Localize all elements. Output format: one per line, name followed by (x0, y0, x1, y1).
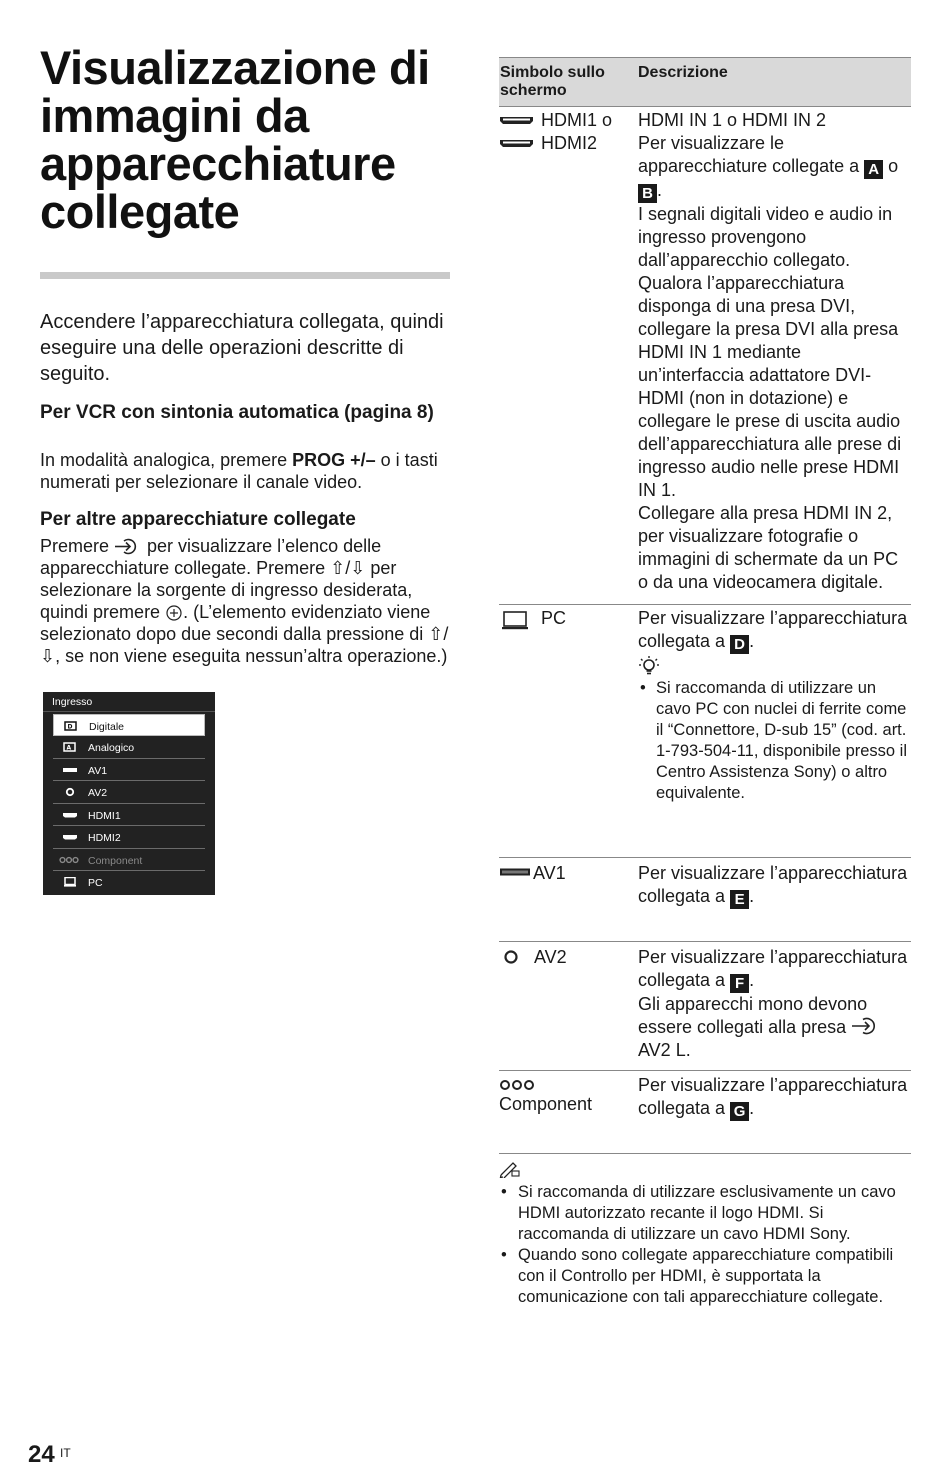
scart-icon (500, 868, 530, 877)
header-description: Descrizione (638, 64, 728, 81)
page-number: 24 (28, 1441, 55, 1466)
hdmi1-symbol (499, 109, 629, 132)
table-row-av1 (499, 858, 911, 942)
menu-item-analogico[interactable] (53, 736, 205, 759)
menu-item-label: AV1 (88, 764, 108, 777)
svg-text:D: D (67, 723, 73, 731)
tip-lightbulb-icon (638, 655, 660, 677)
section-vcr-heading: Per VCR con sintonia automatica (pagina 8) (40, 402, 434, 423)
other-text-2: per visualizzare l’elenco delle apparecchiature collegate. Premere (40, 536, 382, 578)
connector-label-b: B (638, 184, 657, 203)
digital-tv-icon (64, 721, 78, 731)
av2-symbol-cell (499, 946, 629, 969)
hdmi-desc-text: Per visualizzare le apparecchiature collegate a (638, 133, 865, 176)
menu-item-label: HDMI2 (88, 832, 121, 844)
menu-item-label: PC (88, 877, 103, 889)
input-select-icon (114, 538, 142, 555)
other-text-4: . (L’elemento evidenziato viene selezionato dopo due secondi dalla pressione di (40, 602, 431, 644)
hdmi-desc-line1: HDMI IN 1 o HDMI IN 2 (638, 110, 827, 130)
hdmi-icon (63, 832, 77, 842)
component-icon (59, 855, 79, 865)
circle-connector-icon (63, 787, 77, 797)
av2-desc-text: Per visualizzare l’apparecchiatura collegata a (638, 947, 908, 990)
page-language: IT (60, 1446, 71, 1460)
pc-symbol (499, 607, 629, 630)
component-description (638, 1071, 911, 1121)
pc-desc: Per visualizzare l’apparecchiatura collegata a D . (638, 608, 908, 653)
av2-desc3: AV2 L. (638, 1040, 691, 1060)
other-text-3: per selezionare la sorgente di ingresso desiderata, quindi premere (40, 558, 413, 622)
component-label: Component (499, 1094, 593, 1114)
pc-tip: • Si raccomanda di utilizzare un cavo PC con nuclei di ferrite come il “Connettore, D-sub 15” (cod. art. 1-793-504-11, disponibile presso il Centro Assistenza Sony) o altro equivalente. (638, 678, 911, 804)
note-pencil-icon (499, 1160, 521, 1178)
other-text-5: , se non viene eseguita nessun’altra operazione.) (55, 646, 448, 666)
input-symbol-table (499, 57, 911, 1154)
note-item-2: • Quando sono collegate apparecchiature compatibili con il Controllo per HDMI, è supportata la comunicazione con tali apparecchiature collegate. (499, 1245, 911, 1308)
component-desc: Per visualizzare l’apparecchiatura collegata a G . (638, 1075, 908, 1120)
connector-label-d: D (730, 635, 749, 654)
connector-label-e: E (730, 890, 749, 909)
component-desc-text: Per visualizzare l’apparecchiatura collegata a (638, 1075, 908, 1118)
up-down-arrows-icon-2: ⇧/⇩ (40, 624, 449, 666)
input-jack-icon (851, 1016, 881, 1036)
connector-label-a: A (864, 160, 883, 179)
hdmi-description (638, 107, 911, 594)
menu-item-label: Digitale (89, 721, 125, 733)
section-other-text (40, 535, 460, 667)
section-vcr-text (40, 449, 460, 493)
table-row-pc (499, 605, 911, 858)
vcr-text-prog: PROG +/– (292, 450, 376, 470)
menu-item-label: HDMI1 (88, 809, 121, 822)
hdmi2-symbol (499, 132, 629, 155)
vcr-text-b: o i tasti numerati per selezionare il canale video. (40, 450, 438, 492)
av1-symbol-cell (499, 862, 629, 885)
av1-desc-text: Per visualizzare l’apparecchiatura collegata a (638, 863, 908, 906)
connector-label-f: F (730, 974, 749, 993)
menu-item-av1[interactable] (53, 759, 205, 782)
intro-text: Accendere l’apparecchiatura collegata, quindi eseguire una delle operazioni descritte di seguito. (40, 311, 444, 385)
hdmi-symbol-cell (499, 109, 629, 155)
menu-item-pc[interactable] (53, 871, 205, 894)
menu-item-label: AV2 (88, 787, 108, 799)
svg-text:A: A (66, 744, 72, 752)
connector-label-g: G (730, 1102, 749, 1121)
up-down-arrows-icon: ⇧/⇩ (330, 558, 366, 578)
pc-icon (63, 877, 77, 887)
av1-symbol (499, 862, 629, 885)
hdmi2-label: HDMI2 (541, 133, 598, 153)
hdmi-icon (63, 810, 77, 820)
pc-description (638, 605, 911, 804)
pc-desc-text: Per visualizzare l’apparecchiatura collegata a (638, 608, 908, 651)
input-menu (43, 692, 215, 895)
table-row-hdmi (499, 107, 911, 605)
pc-icon (500, 611, 530, 631)
menu-item-hdmi1[interactable] (53, 804, 205, 827)
hdmi-desc-line4: Collegare alla presa HDMI IN 2, per visualizzare fotografie o immagini di schermate da un PC o da una videocamera digitale. (638, 503, 899, 592)
table-row-component (499, 1071, 911, 1154)
note-item-1: • Si raccomanda di utilizzare esclusivamente un cavo HDMI autorizzato recante il logo HDMI. Si raccomanda di utilizzare un cavo HDMI Sony. (499, 1182, 911, 1245)
pc-label: PC (541, 608, 567, 628)
menu-item-digitale[interactable] (53, 714, 205, 736)
table-header (499, 57, 911, 107)
av2-desc2 (638, 993, 911, 1039)
analog-tv-icon (63, 742, 77, 752)
hdmi-desc-line2: Per visualizzare le apparecchiature collegate a A o B . (638, 133, 899, 202)
av2-desc2-text: Gli apparecchi mono devono essere collegati alla presa (638, 994, 868, 1037)
av2-symbol (499, 946, 629, 969)
title-divider (40, 272, 450, 279)
circle-connector-icon (503, 949, 519, 965)
hdmi-desc-or: o (883, 156, 899, 176)
av2-desc: Per visualizzare l’apparecchiatura collegata a F . (638, 947, 908, 992)
table-row-av2 (499, 942, 911, 1071)
component-symbol-cell (499, 1074, 629, 1116)
menu-item-av2[interactable] (53, 781, 205, 804)
scart-icon (63, 765, 77, 775)
vcr-text-a: In modalità analogica, premere (40, 450, 293, 470)
enter-button-icon (165, 604, 183, 621)
av2-description (638, 942, 911, 1062)
menu-item-hdmi2[interactable] (53, 826, 205, 849)
other-text-1: Premere (40, 536, 115, 556)
av2-label: AV2 (534, 947, 567, 967)
menu-item-component[interactable] (53, 849, 205, 872)
menu-item-label: Component (88, 854, 143, 867)
header-symbol: Simbolo sullo schermo (500, 64, 605, 99)
av1-label: AV1 (533, 863, 566, 883)
av1-desc: Per visualizzare l’apparecchiatura collegata a E . (638, 863, 908, 908)
menu-item-label: Analogico (88, 742, 135, 754)
hdmi1-label: HDMI1 o (541, 110, 613, 130)
av1-description (638, 858, 911, 909)
hdmi-desc-line3: I segnali digitali video e audio in ingresso provengono dall’apparecchio collegato. Qualora l’apparecchiatura disponga di una presa DVI, collegare la presa DVI alla presa HDMI IN 1 mediante un’interfaccia adattatore DVI-HDMI (non in dotazione) e collegare le prese di uscita audio dell’apparecchiatura alle prese di ingresso audio nelle prese HDMI IN 1. (638, 204, 902, 500)
pc-symbol-cell (499, 607, 629, 630)
page-title: Visualizzazione di immagini da apparecchiature collegate (40, 41, 430, 238)
hdmi-icon (500, 116, 533, 125)
section-other-heading: Per altre apparecchiature collegate (40, 509, 356, 530)
menu-title: Ingresso (43, 692, 215, 712)
component-icon (500, 1078, 536, 1092)
notes-section (499, 1160, 911, 1308)
hdmi-icon (500, 139, 533, 148)
